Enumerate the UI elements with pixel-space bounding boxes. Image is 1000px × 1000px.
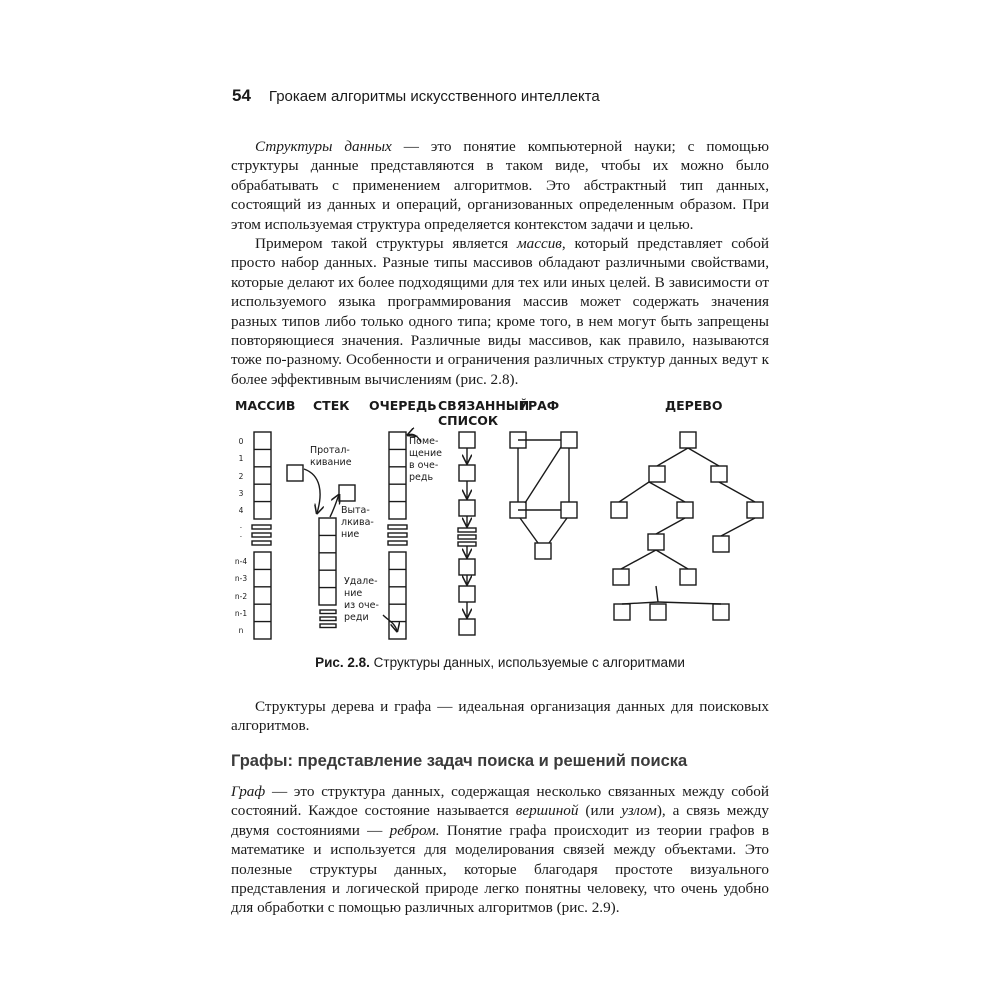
stack-push-item	[287, 465, 303, 481]
graph-vertex	[561, 432, 577, 448]
running-header	[232, 86, 600, 106]
paragraph-text: , который представляет собой просто набор данных. Разные типы массивов обладают различными свойствами, которые делают их более подходящими для тех или иных целей. В зависимости от используемого языка программирования массив может содержать значения разных типов либо только одного типа; кроме того, в нем могут быть запрещены повторяющиеся значения. Различные виды массивов, как правило, называются тоже по-разному. Особенности и ограничения различных структур данных ведут к более эффективным вычислениям (рис. 2.8).	[231, 235, 769, 388]
pop-label-line3: ние	[341, 529, 360, 540]
paragraph-text: Примером такой структуры является	[255, 235, 517, 253]
tree-node	[648, 534, 664, 550]
queue-cells-top	[389, 432, 406, 519]
list-node	[459, 586, 475, 602]
dequeue-label-line2: ние	[344, 588, 363, 599]
paragraph-text: — это понятие компьютерной науки; с помощью структуры данные представляются в таком виде, чтобы их можно было обрабатывать с применением алгоритмов. Это абстрактный тип данных, состоящий из данных и операций, организованных определенным образом. При этом используемая структура определяется контекстом задачи и целью.	[231, 138, 769, 233]
tree-node	[649, 466, 665, 482]
list-node	[459, 465, 475, 481]
array-index: 2	[238, 472, 244, 481]
term-data-structures: Структуры данных	[255, 138, 392, 155]
paragraph-data-structures	[231, 137, 769, 234]
array-index: .	[239, 530, 243, 539]
paragraph-text: Понятие графа происходит из теории графов в математике и используется для моделирования связей между объектами. Это полезные структуры данных, которые благодаря простоте визуального представления и логической природе легко понятны человеку, что очень удобно для обработки с помощью различных алгоритмов (рис. 2.9).	[231, 821, 770, 917]
tree-node	[611, 502, 627, 518]
term-node: узлом	[621, 802, 657, 820]
paragraph-tree-graph: Структуры дерева и графа — идеальная организация данных для поисковых алгоритмов.	[231, 698, 769, 735]
tree-node	[677, 502, 693, 518]
array-cells-bottom	[254, 552, 271, 639]
list-node	[459, 559, 475, 575]
term-array: массив	[516, 235, 562, 253]
tree-node	[680, 569, 696, 585]
array-diagram	[252, 432, 271, 639]
array-index: n-2	[234, 592, 248, 601]
queue-ellipsis-bar	[388, 525, 407, 529]
array-index: n-1	[234, 609, 248, 618]
array-title: МАССИВ	[235, 398, 296, 413]
array-index: n	[238, 626, 244, 635]
push-arrow	[304, 469, 320, 513]
body-text-top	[231, 137, 769, 389]
enqueue-label-line4: редь	[409, 472, 434, 483]
list-node	[459, 619, 475, 635]
graph-title: ГРАФ	[520, 398, 560, 413]
body-text-middle	[231, 697, 769, 736]
tree-diagram	[611, 432, 763, 620]
paragraph-text: (или	[578, 802, 622, 820]
array-index: 3	[238, 489, 244, 498]
array-index: 0	[238, 437, 244, 446]
running-title: Грокаем алгоритмы искусственного интеллекта	[268, 88, 600, 105]
term-edge: ребром.	[389, 821, 440, 839]
array-index: 1	[238, 454, 244, 463]
linked-list-title-line2: СПИСОК	[438, 413, 499, 428]
paragraph-graph-definition	[231, 782, 769, 918]
page-number: 54	[232, 86, 251, 105]
array-index: 4	[238, 506, 244, 515]
dequeue-label-line3: из оче-	[344, 600, 379, 611]
graph-vertex	[535, 543, 551, 559]
tree-node	[747, 502, 763, 518]
graph-vertex	[561, 502, 577, 518]
paragraph-text: — это структура данных, содержащая несколько связанных между собой состояний. Каждое состояние называется	[231, 783, 769, 820]
list-node	[459, 500, 475, 516]
push-label-line1: Протал-	[310, 445, 350, 456]
caption-text: Структуры данных, используемые с алгоритмами	[369, 655, 685, 670]
tree-node	[614, 604, 630, 620]
paragraph-text: ), а связь между двумя состояниями —	[231, 802, 769, 839]
figure-2-8	[225, 395, 780, 650]
graph-diagram	[510, 432, 577, 559]
tree-root-node	[680, 432, 696, 448]
tree-node	[711, 466, 727, 482]
array-index: n-4	[234, 557, 248, 566]
paragraph-array	[231, 234, 769, 389]
pop-label-line1: Выта-	[341, 505, 370, 516]
section-heading: Графы: представление задач поиска и решений поиска	[231, 752, 688, 770]
term-graph: Граф	[231, 783, 266, 800]
stack-title: СТЕК	[313, 398, 350, 413]
enqueue-label-line2: щение	[409, 448, 443, 459]
pop-label-line2: лкива-	[341, 517, 374, 528]
tree-node	[613, 569, 629, 585]
dequeue-label-line1: Удале-	[344, 576, 378, 587]
tree-node	[713, 536, 729, 552]
queue-cells-bottom	[389, 552, 406, 639]
term-vertex: вершиной	[515, 802, 579, 820]
stack-cells	[319, 518, 336, 605]
pop-arrow	[330, 495, 339, 517]
enqueue-label-line3: в оче-	[409, 460, 439, 471]
linked-list-diagram	[458, 432, 476, 635]
queue-title: ОЧЕРЕДЬ	[369, 398, 437, 413]
dequeue-label-line4: реди	[344, 612, 369, 623]
data-structures-illustration	[225, 395, 780, 650]
array-index: .	[239, 521, 243, 530]
enqueue-label-line1: Поме-	[409, 436, 439, 447]
array-cells-top	[254, 432, 271, 519]
stack-pop-item	[339, 485, 355, 501]
caption-label: Рис. 2.8.	[315, 655, 370, 670]
linked-list-title-line1: СВЯЗАННЫЙ	[438, 398, 530, 413]
array-ellipsis-bar	[252, 525, 271, 529]
push-label-line2: кивание	[310, 457, 352, 468]
tree-title: ДЕРЕВО	[665, 398, 723, 413]
tree-node	[713, 604, 729, 620]
tree-node	[650, 604, 666, 620]
list-node	[459, 432, 475, 448]
list-ellipsis-bar	[458, 528, 476, 532]
stack-ellipsis-bar	[320, 610, 336, 614]
body-text-bottom	[231, 782, 769, 918]
figure-caption	[232, 655, 768, 670]
dequeue-arrow	[383, 615, 397, 631]
array-index: n-3	[234, 574, 248, 583]
